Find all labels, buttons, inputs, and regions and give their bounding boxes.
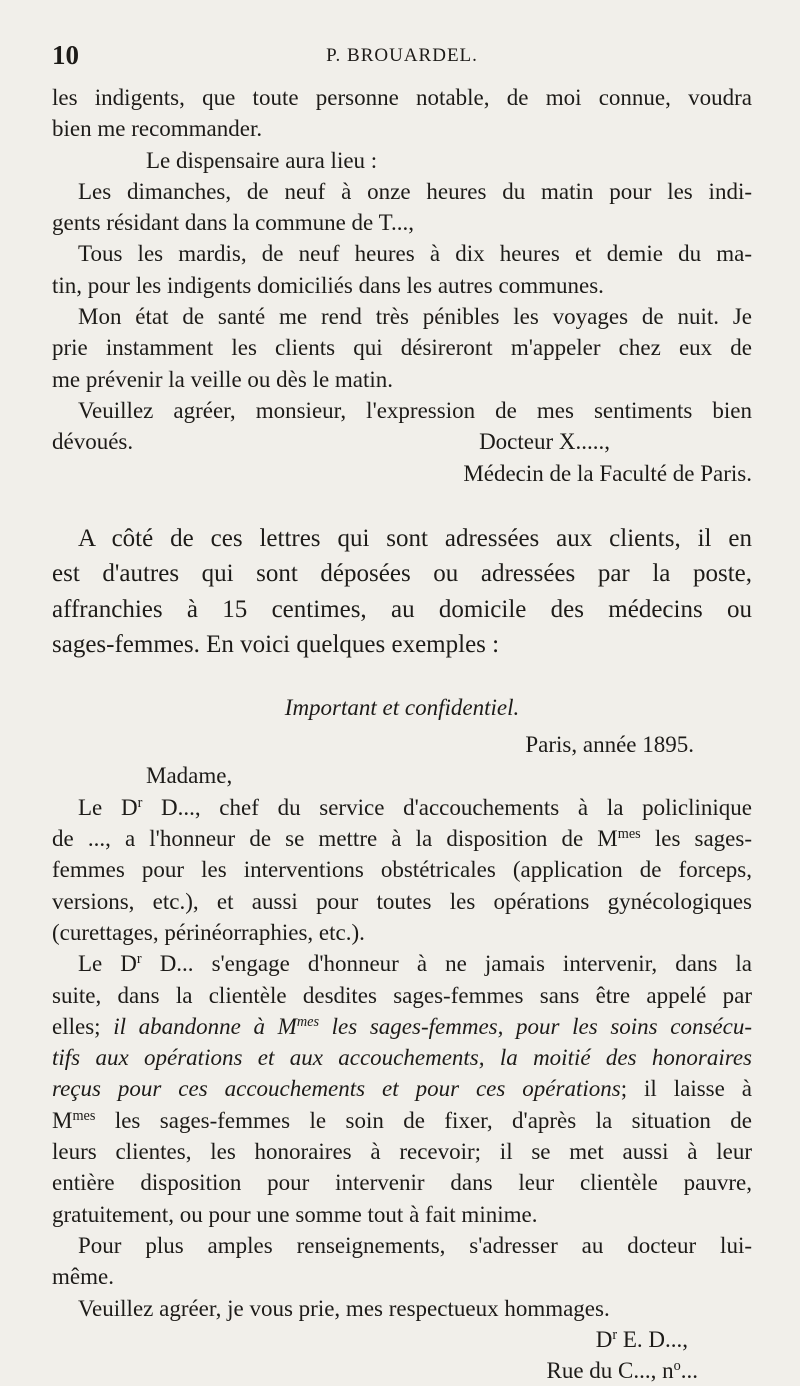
text-line: affranchies à 15 centimes, au domicile des médecins ou <box>52 595 752 623</box>
text-line: de ..., a l'honneur de se mettre à la disposition de $M^{mes}$ les sages- <box>52 826 752 852</box>
letter-date: Paris, année 1895. <box>525 732 694 758</box>
text-line: Les dimanches, de neuf à onze heures du matin pour les indi- <box>78 178 752 204</box>
text-line: reçus pour ces accouchements et pour ces opérations; il laisse à <box>52 1076 752 1102</box>
paragraph-main <box>52 521 752 663</box>
page-header <box>52 40 752 76</box>
text-line: Veuillez agréer, monsieur, l'expression de mes sentiments bien <box>78 397 752 423</box>
letter-confidential <box>52 692 752 1386</box>
text-line: Pour plus amples renseignements, s'adresser au docteur lui- <box>78 1232 752 1258</box>
text-line: elles; il abandonne à $M^{mes}$ les sages-femmes, pour les soins consécu- <box>52 1013 753 1039</box>
closing-line: Veuillez agréer, je vous prie, mes respectueux hommages. <box>78 1295 610 1321</box>
text-line: tin, pour les indigents domiciliés dans les autres communes. <box>52 272 604 298</box>
text-line: Le $D^r$ D... s'engage d'honneur à ne jamais intervenir, dans la <box>78 951 752 977</box>
text-line: $M^{mes}$ les sages-femmes le soin de fixer, d'après la situation de <box>52 1107 752 1133</box>
address: Rue du C..., $n^o$... <box>546 1358 698 1384</box>
text-line: bien me recommander. <box>52 116 263 142</box>
text-line: sages-femmes. En voici quelques exemples : <box>52 631 500 659</box>
text-line: versions, etc.), et aussi pour toutes les opérations gynécologiques <box>52 888 752 914</box>
text-line: gratuitement, ou pour une somme tout à fait minime. <box>52 1201 538 1227</box>
text-line: Le dispensaire aura lieu : <box>146 147 378 173</box>
signature: Docteur X....., <box>479 429 610 455</box>
text-line: est d'autres qui sont déposées ou adressées par la poste, <box>52 560 752 588</box>
text-line: entière disposition pour intervenir dans leur clientèle pauvre, <box>52 1170 752 1196</box>
text-line: me prévenir la veille ou dès le matin. <box>52 366 394 392</box>
text-line: A côté de ces lettres qui sont adressées aux clients, il en <box>78 524 752 552</box>
text-line: gents résidant dans la commune de T..., <box>52 210 414 236</box>
text-line: (curettages, périnéorraphies, etc.). <box>52 919 365 945</box>
running-head: P. BROUARDEL. <box>326 45 478 66</box>
text-line: les indigents, que toute personne notable, de moi connue, voudra <box>52 85 752 110</box>
salutation: Madame, <box>146 763 233 789</box>
signature-title: Médecin de la Faculté de Paris. <box>463 460 752 486</box>
closing-text: dévoués. <box>52 429 134 455</box>
page-number: 10 <box>52 40 79 70</box>
text-line: prie instamment les clients qui désireront m'appeler chez eux de <box>52 335 752 361</box>
page-body <box>52 82 752 1386</box>
letter-dispensary <box>52 82 752 489</box>
text-line: leurs clientes, les honoraires à recevoir; il se met aussi à leur <box>52 1139 752 1165</box>
letter-heading: Important et confidentiel. <box>284 694 520 720</box>
closing-signature-line <box>52 426 752 457</box>
text-line: même. <box>52 1264 114 1290</box>
text-line: femmes pour les interventions obstétricales (application de forceps, <box>52 857 752 883</box>
text-line: Tous les mardis, de neuf heures à dix heures et demie du ma- <box>78 241 752 267</box>
text-line: tifs aux opérations et aux accouchements, la moitié des honoraires <box>52 1045 752 1071</box>
text-line: Mon état de santé me rend très pénibles les voyages de nuit. Je <box>78 304 752 330</box>
text-line: Le $D^r$ D..., chef du service d'accouchements à la policlinique <box>78 794 752 820</box>
text-line: suite, dans la clientèle desdites sages-femmes sans être appelé par <box>52 982 752 1008</box>
signature: $D^r$ E. D..., <box>595 1326 688 1352</box>
